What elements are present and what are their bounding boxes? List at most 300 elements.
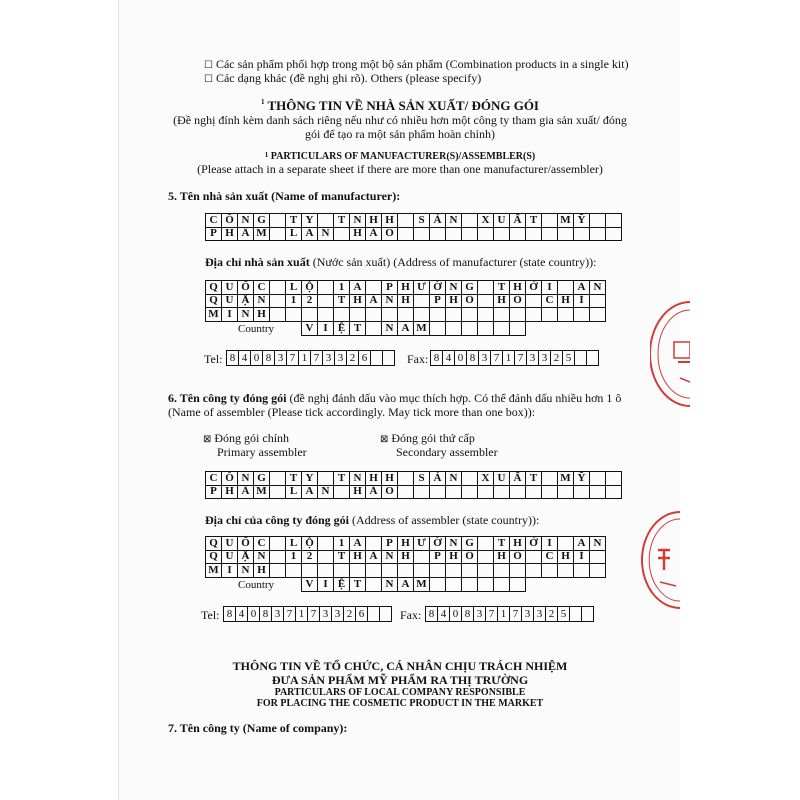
- form-box[interactable]: [606, 472, 622, 486]
- primary-assembler-option[interactable]: ⊠ Đóng gói chính: [203, 431, 290, 445]
- form-box[interactable]: M: [254, 485, 270, 499]
- form-box[interactable]: Q: [206, 550, 222, 564]
- form-box[interactable]: [558, 537, 574, 551]
- form-box[interactable]: [478, 564, 494, 578]
- form-box[interactable]: [398, 564, 414, 578]
- form-box[interactable]: [478, 537, 494, 551]
- form-box[interactable]: P: [382, 537, 398, 551]
- form-box[interactable]: [380, 607, 392, 622]
- form-box[interactable]: Ệ: [334, 578, 350, 592]
- form-box[interactable]: 7: [308, 607, 320, 622]
- form-box[interactable]: [334, 485, 350, 499]
- form-box[interactable]: C: [206, 472, 222, 486]
- form-box[interactable]: Ộ: [302, 537, 318, 551]
- form-box[interactable]: M: [558, 472, 574, 486]
- form-box[interactable]: [510, 227, 526, 241]
- form-box[interactable]: [478, 485, 494, 499]
- form-box[interactable]: Ờ: [430, 281, 446, 295]
- form-box[interactable]: [478, 322, 494, 336]
- form-box[interactable]: Ố: [238, 281, 254, 295]
- form-box[interactable]: 7: [491, 351, 503, 366]
- form-box[interactable]: Ư: [414, 281, 430, 295]
- form-box[interactable]: 1: [498, 607, 510, 622]
- form-box[interactable]: T: [494, 281, 510, 295]
- manufacturer-tel-grid[interactable]: [226, 350, 395, 366]
- assembler-address-grid-row3[interactable]: [205, 564, 606, 578]
- form-box[interactable]: Í: [574, 294, 590, 308]
- form-box[interactable]: 7: [287, 351, 299, 366]
- form-box[interactable]: Ệ: [334, 322, 350, 336]
- form-box[interactable]: X: [478, 214, 494, 228]
- form-box[interactable]: [318, 472, 334, 486]
- form-box[interactable]: [302, 564, 318, 578]
- form-box[interactable]: N: [446, 537, 462, 551]
- form-box[interactable]: U: [494, 214, 510, 228]
- assembler-address-grid[interactable]: [205, 536, 606, 551]
- form-box[interactable]: 7: [510, 607, 522, 622]
- form-box[interactable]: Ậ: [238, 550, 254, 564]
- form-box[interactable]: N: [590, 281, 606, 295]
- form-box[interactable]: H: [510, 281, 526, 295]
- form-box[interactable]: [494, 578, 510, 592]
- form-box[interactable]: [383, 351, 395, 366]
- form-box[interactable]: N: [382, 322, 398, 336]
- form-box[interactable]: H: [558, 294, 574, 308]
- form-box[interactable]: [478, 281, 494, 295]
- form-box[interactable]: H: [558, 550, 574, 564]
- form-box[interactable]: L: [286, 227, 302, 241]
- form-box[interactable]: Ỹ: [574, 214, 590, 228]
- form-box[interactable]: U: [222, 281, 238, 295]
- form-box[interactable]: Ẩ: [238, 227, 254, 241]
- form-box[interactable]: 2: [551, 351, 563, 366]
- form-box[interactable]: T: [286, 214, 302, 228]
- form-box[interactable]: H: [398, 537, 414, 551]
- form-box[interactable]: N: [318, 485, 334, 499]
- form-box[interactable]: 4: [443, 351, 455, 366]
- form-box[interactable]: [286, 308, 302, 322]
- form-box[interactable]: 8: [224, 607, 236, 622]
- form-box[interactable]: 0: [455, 351, 467, 366]
- form-box[interactable]: H: [350, 227, 366, 241]
- checkbox-checked-icon[interactable]: ⊠: [380, 434, 389, 445]
- form-box[interactable]: Ô: [222, 214, 238, 228]
- form-box[interactable]: [462, 564, 478, 578]
- form-box[interactable]: A: [350, 537, 366, 551]
- form-box[interactable]: H: [398, 550, 414, 564]
- form-box[interactable]: 8: [467, 351, 479, 366]
- form-box[interactable]: I: [318, 578, 334, 592]
- form-box[interactable]: [398, 227, 414, 241]
- form-box[interactable]: [574, 564, 590, 578]
- form-box[interactable]: [582, 607, 594, 622]
- form-box[interactable]: [350, 308, 366, 322]
- form-box[interactable]: [526, 550, 542, 564]
- form-box[interactable]: 1: [296, 607, 308, 622]
- form-box[interactable]: [398, 308, 414, 322]
- form-box[interactable]: T: [334, 294, 350, 308]
- form-box[interactable]: [590, 294, 606, 308]
- form-box[interactable]: 8: [227, 351, 239, 366]
- form-box[interactable]: Y: [302, 214, 318, 228]
- form-box[interactable]: [590, 214, 606, 228]
- form-box[interactable]: G: [462, 537, 478, 551]
- form-box[interactable]: [446, 564, 462, 578]
- form-box[interactable]: N: [382, 294, 398, 308]
- form-box[interactable]: Ư: [414, 537, 430, 551]
- form-box[interactable]: [462, 308, 478, 322]
- form-box[interactable]: [542, 227, 558, 241]
- form-box[interactable]: [526, 308, 542, 322]
- form-box[interactable]: [478, 550, 494, 564]
- form-box[interactable]: N: [254, 294, 270, 308]
- assembler-country-grid[interactable]: [301, 578, 526, 592]
- form-box[interactable]: [526, 564, 542, 578]
- form-box[interactable]: U: [222, 550, 238, 564]
- form-box[interactable]: [414, 564, 430, 578]
- checkbox-checked-icon[interactable]: ⊠: [203, 434, 212, 445]
- form-box[interactable]: Ố: [238, 537, 254, 551]
- form-box[interactable]: 2: [302, 550, 318, 564]
- form-box[interactable]: 5: [563, 351, 575, 366]
- form-box[interactable]: [574, 308, 590, 322]
- form-box[interactable]: 8: [263, 351, 275, 366]
- form-box[interactable]: C: [206, 214, 222, 228]
- form-box[interactable]: Ớ: [526, 537, 542, 551]
- form-box[interactable]: [366, 578, 382, 592]
- form-box[interactable]: [270, 485, 286, 499]
- manufacturer-country-grid[interactable]: [301, 322, 526, 336]
- form-box[interactable]: [494, 485, 510, 499]
- form-box[interactable]: I: [542, 281, 558, 295]
- form-box[interactable]: A: [302, 485, 318, 499]
- form-box[interactable]: M: [414, 322, 430, 336]
- form-box[interactable]: C: [542, 550, 558, 564]
- form-box[interactable]: S: [414, 472, 430, 486]
- form-box[interactable]: [587, 351, 599, 366]
- form-box[interactable]: H: [350, 550, 366, 564]
- form-box[interactable]: 1: [334, 537, 350, 551]
- form-box[interactable]: [526, 294, 542, 308]
- form-box[interactable]: N: [446, 281, 462, 295]
- form-box[interactable]: [414, 308, 430, 322]
- form-box[interactable]: [526, 485, 542, 499]
- form-box[interactable]: H: [494, 294, 510, 308]
- form-box[interactable]: [590, 485, 606, 499]
- assembler-fax-grid[interactable]: [425, 606, 594, 622]
- form-box[interactable]: [462, 227, 478, 241]
- form-box[interactable]: [270, 564, 286, 578]
- form-box[interactable]: C: [254, 537, 270, 551]
- form-box[interactable]: [590, 564, 606, 578]
- form-box[interactable]: N: [238, 308, 254, 322]
- form-box[interactable]: [526, 227, 542, 241]
- form-box[interactable]: 8: [260, 607, 272, 622]
- form-box[interactable]: À: [366, 550, 382, 564]
- form-box[interactable]: 1: [286, 294, 302, 308]
- form-box[interactable]: V: [302, 578, 318, 592]
- form-box[interactable]: 5: [558, 607, 570, 622]
- form-box[interactable]: Ả: [430, 214, 446, 228]
- form-box[interactable]: [462, 214, 478, 228]
- form-box[interactable]: Ả: [366, 485, 382, 499]
- form-box[interactable]: A: [574, 537, 590, 551]
- form-box[interactable]: 3: [332, 607, 344, 622]
- form-box[interactable]: H: [350, 294, 366, 308]
- form-box[interactable]: T: [526, 472, 542, 486]
- form-box[interactable]: Ồ: [510, 550, 526, 564]
- form-box[interactable]: H: [254, 564, 270, 578]
- form-box[interactable]: [318, 550, 334, 564]
- form-box[interactable]: [270, 227, 286, 241]
- form-box[interactable]: [446, 485, 462, 499]
- form-box[interactable]: [446, 227, 462, 241]
- form-box[interactable]: [590, 472, 606, 486]
- form-box[interactable]: [270, 281, 286, 295]
- form-box[interactable]: N: [590, 537, 606, 551]
- form-box[interactable]: P: [382, 281, 398, 295]
- form-box[interactable]: [494, 564, 510, 578]
- form-box[interactable]: 4: [236, 607, 248, 622]
- form-box[interactable]: A: [574, 281, 590, 295]
- form-box[interactable]: T: [334, 214, 350, 228]
- form-box[interactable]: [494, 308, 510, 322]
- manufacturer-address-grid[interactable]: [205, 280, 606, 295]
- form-box[interactable]: 3: [527, 351, 539, 366]
- form-box[interactable]: [368, 607, 380, 622]
- form-box[interactable]: 3: [275, 351, 287, 366]
- form-box[interactable]: N: [238, 472, 254, 486]
- form-box[interactable]: H: [254, 308, 270, 322]
- form-box[interactable]: A: [398, 578, 414, 592]
- form-box[interactable]: 2: [347, 351, 359, 366]
- form-box[interactable]: U: [494, 472, 510, 486]
- form-box[interactable]: [366, 564, 382, 578]
- form-box[interactable]: [462, 578, 478, 592]
- form-box[interactable]: Ấ: [510, 214, 526, 228]
- form-box[interactable]: 7: [284, 607, 296, 622]
- form-box[interactable]: N: [382, 550, 398, 564]
- form-box[interactable]: [574, 485, 590, 499]
- form-box[interactable]: [558, 564, 574, 578]
- form-box[interactable]: 0: [251, 351, 263, 366]
- form-box[interactable]: P: [206, 227, 222, 241]
- form-box[interactable]: À: [366, 294, 382, 308]
- form-box[interactable]: L: [286, 485, 302, 499]
- form-box[interactable]: T: [350, 322, 366, 336]
- form-box[interactable]: L: [286, 537, 302, 551]
- form-box[interactable]: A: [350, 281, 366, 295]
- form-box[interactable]: O: [382, 227, 398, 241]
- form-box[interactable]: [542, 472, 558, 486]
- form-box[interactable]: [430, 322, 446, 336]
- form-box[interactable]: [398, 472, 414, 486]
- form-box[interactable]: M: [558, 214, 574, 228]
- form-box[interactable]: [494, 227, 510, 241]
- form-box[interactable]: Ờ: [430, 537, 446, 551]
- secondary-assembler-option[interactable]: ⊠ Đóng gói thứ cấp: [380, 431, 475, 445]
- form-box[interactable]: [590, 550, 606, 564]
- form-box[interactable]: [270, 294, 286, 308]
- form-box[interactable]: A: [302, 227, 318, 241]
- form-box[interactable]: 3: [534, 607, 546, 622]
- form-box[interactable]: 6: [356, 607, 368, 622]
- form-box[interactable]: N: [382, 578, 398, 592]
- manufacturer-name-grid-row2[interactable]: [205, 227, 622, 241]
- form-box[interactable]: 1: [503, 351, 515, 366]
- form-box[interactable]: T: [494, 537, 510, 551]
- form-box[interactable]: Ộ: [302, 281, 318, 295]
- manufacturer-address-grid-row2[interactable]: [205, 294, 606, 308]
- form-box[interactable]: [318, 214, 334, 228]
- form-box[interactable]: 1: [334, 281, 350, 295]
- form-box[interactable]: X: [478, 472, 494, 486]
- form-box[interactable]: N: [254, 550, 270, 564]
- form-box[interactable]: T: [526, 214, 542, 228]
- form-box[interactable]: T: [334, 472, 350, 486]
- form-box[interactable]: I: [318, 322, 334, 336]
- form-box[interactable]: 7: [486, 607, 498, 622]
- manufacturer-address-grid-row3[interactable]: [205, 308, 606, 322]
- form-box[interactable]: [494, 322, 510, 336]
- form-box[interactable]: [382, 564, 398, 578]
- form-box[interactable]: [286, 564, 302, 578]
- form-box[interactable]: 3: [522, 607, 534, 622]
- form-box[interactable]: I: [222, 564, 238, 578]
- form-box[interactable]: 6: [359, 351, 371, 366]
- form-box[interactable]: [542, 564, 558, 578]
- form-box[interactable]: [478, 294, 494, 308]
- form-box[interactable]: [510, 578, 526, 592]
- form-box[interactable]: 8: [462, 607, 474, 622]
- form-box[interactable]: Í: [574, 550, 590, 564]
- form-box[interactable]: 3: [539, 351, 551, 366]
- form-box[interactable]: 3: [323, 351, 335, 366]
- form-box[interactable]: [430, 578, 446, 592]
- form-box[interactable]: M: [254, 227, 270, 241]
- form-box[interactable]: [462, 322, 478, 336]
- form-box[interactable]: C: [542, 294, 558, 308]
- form-box[interactable]: [318, 281, 334, 295]
- form-box[interactable]: [414, 294, 430, 308]
- form-box[interactable]: H: [398, 281, 414, 295]
- form-box[interactable]: [318, 537, 334, 551]
- form-box[interactable]: [430, 564, 446, 578]
- form-box[interactable]: [398, 214, 414, 228]
- form-box[interactable]: G: [254, 472, 270, 486]
- form-box[interactable]: [382, 308, 398, 322]
- form-box[interactable]: T: [350, 578, 366, 592]
- form-box[interactable]: Q: [206, 294, 222, 308]
- form-box[interactable]: [350, 564, 366, 578]
- form-box[interactable]: [270, 472, 286, 486]
- form-box[interactable]: H: [510, 537, 526, 551]
- form-box[interactable]: [430, 485, 446, 499]
- form-box[interactable]: N: [238, 564, 254, 578]
- form-box[interactable]: H: [446, 294, 462, 308]
- form-box[interactable]: N: [446, 472, 462, 486]
- form-box[interactable]: [574, 227, 590, 241]
- form-box[interactable]: V: [302, 322, 318, 336]
- form-box[interactable]: [606, 214, 622, 228]
- form-box[interactable]: [318, 294, 334, 308]
- form-box[interactable]: M: [206, 308, 222, 322]
- form-box[interactable]: [430, 308, 446, 322]
- form-box[interactable]: [558, 485, 574, 499]
- form-box[interactable]: [542, 485, 558, 499]
- form-box[interactable]: [542, 214, 558, 228]
- form-box[interactable]: [446, 578, 462, 592]
- form-box[interactable]: 3: [479, 351, 491, 366]
- form-box[interactable]: Ẩ: [238, 485, 254, 499]
- form-box[interactable]: U: [222, 294, 238, 308]
- form-box[interactable]: [318, 564, 334, 578]
- form-box[interactable]: Q: [206, 281, 222, 295]
- form-box[interactable]: [430, 227, 446, 241]
- form-box[interactable]: I: [542, 537, 558, 551]
- form-box[interactable]: 2: [302, 294, 318, 308]
- form-box[interactable]: [478, 308, 494, 322]
- form-box[interactable]: H: [398, 294, 414, 308]
- assembler-name-grid-row2[interactable]: [205, 485, 622, 499]
- form-box[interactable]: [462, 472, 478, 486]
- form-box[interactable]: [366, 322, 382, 336]
- form-box[interactable]: [334, 564, 350, 578]
- form-box[interactable]: Ấ: [510, 472, 526, 486]
- form-box[interactable]: [558, 281, 574, 295]
- form-box[interactable]: [366, 281, 382, 295]
- form-box[interactable]: [510, 485, 526, 499]
- form-box[interactable]: Ậ: [238, 294, 254, 308]
- form-box[interactable]: [510, 564, 526, 578]
- form-box[interactable]: H: [350, 485, 366, 499]
- form-box[interactable]: S: [414, 214, 430, 228]
- form-box[interactable]: N: [238, 214, 254, 228]
- form-box[interactable]: [590, 308, 606, 322]
- form-box[interactable]: H: [446, 550, 462, 564]
- form-box[interactable]: L: [286, 281, 302, 295]
- form-box[interactable]: P: [430, 294, 446, 308]
- form-box[interactable]: M: [414, 578, 430, 592]
- form-box[interactable]: G: [462, 281, 478, 295]
- assembler-name-grid[interactable]: [205, 471, 622, 486]
- form-box[interactable]: [542, 308, 558, 322]
- form-box[interactable]: [606, 227, 622, 241]
- form-box[interactable]: 0: [248, 607, 260, 622]
- form-box[interactable]: [398, 485, 414, 499]
- form-box[interactable]: 4: [438, 607, 450, 622]
- form-box[interactable]: H: [494, 550, 510, 564]
- form-box[interactable]: Ả: [366, 227, 382, 241]
- form-box[interactable]: [270, 550, 286, 564]
- form-box[interactable]: [371, 351, 383, 366]
- form-box[interactable]: T: [286, 472, 302, 486]
- manufacturer-name-grid[interactable]: [205, 213, 622, 228]
- form-box[interactable]: [302, 308, 318, 322]
- form-box[interactable]: [478, 227, 494, 241]
- form-box[interactable]: 3: [272, 607, 284, 622]
- assembler-address-grid-row2[interactable]: [205, 550, 606, 564]
- form-box[interactable]: [270, 308, 286, 322]
- form-box[interactable]: Ô: [222, 472, 238, 486]
- form-box[interactable]: 8: [431, 351, 443, 366]
- form-box[interactable]: Y: [302, 472, 318, 486]
- form-box[interactable]: H: [222, 485, 238, 499]
- form-box[interactable]: Ớ: [526, 281, 542, 295]
- form-box[interactable]: N: [446, 214, 462, 228]
- form-box[interactable]: [478, 578, 494, 592]
- form-box[interactable]: 3: [320, 607, 332, 622]
